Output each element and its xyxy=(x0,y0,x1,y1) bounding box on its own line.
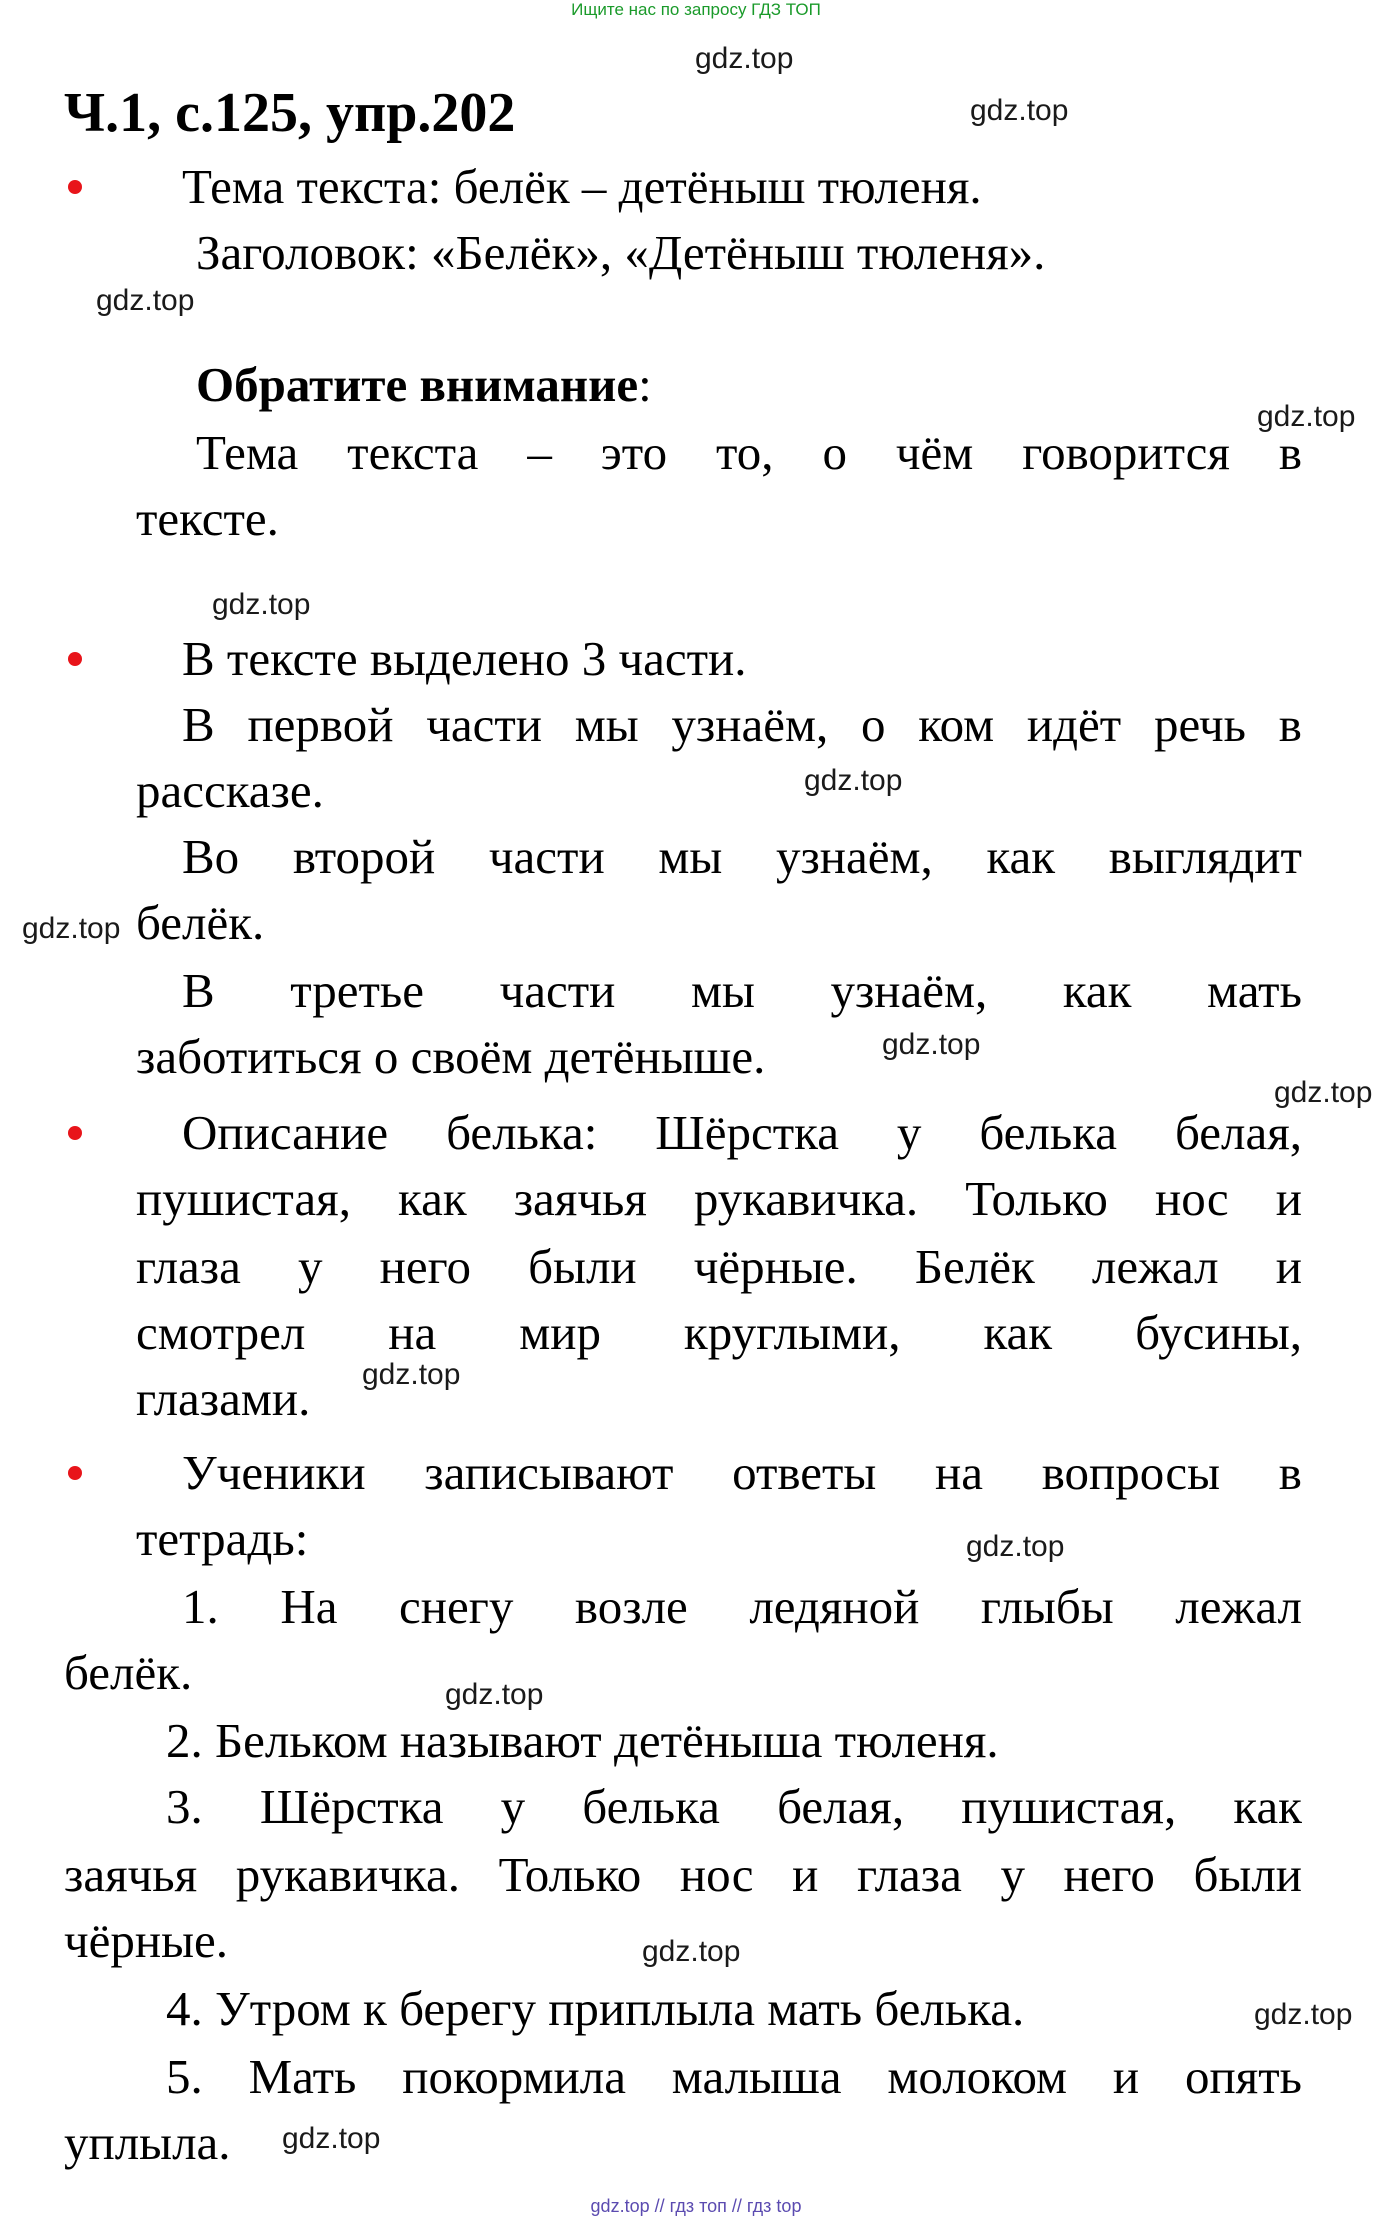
word: – xyxy=(527,425,552,480)
answer-1-line-2: белёк. xyxy=(64,1645,193,1700)
watermark: gdz.top xyxy=(882,1028,981,1061)
word: на xyxy=(935,1445,983,1500)
bullet-marker xyxy=(68,652,82,666)
word: нос xyxy=(1154,1171,1229,1226)
bullet-marker xyxy=(68,1126,82,1140)
answer-3-line-2 xyxy=(64,1842,1302,1908)
part1-line-2: рассказе. xyxy=(136,763,324,818)
word: части xyxy=(426,697,542,752)
word: Мать xyxy=(248,2049,357,2104)
word: белая, xyxy=(777,1779,905,1834)
watermark: gdz.top xyxy=(1257,400,1356,433)
watermark: gdz.top xyxy=(970,94,1069,127)
part3-line-1 xyxy=(182,958,1302,1024)
word: пушистая, xyxy=(136,1171,351,1226)
word: в xyxy=(1278,425,1302,480)
word: в xyxy=(1278,1445,1302,1500)
answers-intro-line-1 xyxy=(182,1440,1302,1506)
word: первой xyxy=(247,697,394,752)
word: мы xyxy=(658,829,723,884)
word: мать xyxy=(1207,963,1302,1018)
word: пушистая, xyxy=(961,1779,1177,1834)
watermark: gdz.top xyxy=(22,912,121,945)
word: белька: xyxy=(446,1105,598,1160)
word: текста xyxy=(347,425,479,480)
word: идёт xyxy=(1026,697,1122,752)
word: выглядит xyxy=(1108,829,1302,884)
word: заячья xyxy=(513,1171,647,1226)
word: и xyxy=(1275,1171,1302,1226)
word: Только xyxy=(498,1847,642,1902)
word: малыша xyxy=(671,2049,842,2104)
word: как xyxy=(983,1305,1053,1360)
page-title: Ч.1, с.125, упр.202 xyxy=(64,82,516,144)
part2-line-1 xyxy=(182,824,1302,890)
word: на xyxy=(388,1305,437,1360)
part1-line-1 xyxy=(182,692,1302,758)
word: как xyxy=(986,829,1056,884)
word: ответы xyxy=(732,1445,877,1500)
word: Во xyxy=(182,829,240,884)
description-line-3 xyxy=(136,1234,1302,1300)
word: Ученики xyxy=(182,1445,366,1500)
word: узнаём, xyxy=(775,829,933,884)
word: записывают xyxy=(424,1445,674,1500)
word: речь xyxy=(1153,697,1247,752)
answer-1-line-1 xyxy=(182,1574,1302,1640)
watermark: gdz.top xyxy=(695,42,794,75)
word: бусины, xyxy=(1135,1305,1302,1360)
word: 1. xyxy=(182,1579,219,1634)
word: и xyxy=(1112,2049,1140,2104)
word: мы xyxy=(690,963,755,1018)
word: На xyxy=(280,1579,338,1634)
word: нос xyxy=(679,1847,754,1902)
word: как xyxy=(1062,963,1132,1018)
word: белька xyxy=(979,1105,1118,1160)
part3-line-2: заботиться о своём детёныше. xyxy=(136,1029,766,1084)
word: опять xyxy=(1184,2049,1302,2104)
word: и xyxy=(792,1847,819,1902)
answer-3-line-3: чёрные. xyxy=(64,1913,229,1968)
word: ледяной xyxy=(749,1579,920,1634)
word: круглыми, xyxy=(683,1305,901,1360)
word: у xyxy=(298,1239,323,1294)
note-line-2: тексте. xyxy=(136,491,279,546)
watermark: gdz.top xyxy=(1274,1076,1373,1109)
watermark: gdz.top xyxy=(96,284,195,317)
word: возле xyxy=(574,1579,688,1634)
bullet-marker xyxy=(68,1466,82,1480)
watermark: gdz.top xyxy=(362,1358,461,1391)
description-line-4 xyxy=(136,1300,1302,1366)
word: глаза xyxy=(136,1239,241,1294)
word: были xyxy=(528,1239,637,1294)
word: рукавичка. xyxy=(693,1171,919,1226)
word: в xyxy=(1278,697,1302,752)
word: и xyxy=(1275,1239,1302,1294)
word: рукавичка. xyxy=(235,1847,460,1902)
word: ком xyxy=(918,697,995,752)
answer-5-line-1 xyxy=(166,2044,1302,2110)
note-heading xyxy=(196,352,652,418)
word: заячья xyxy=(64,1847,198,1902)
word: вопросы xyxy=(1041,1445,1221,1500)
word: у xyxy=(1000,1847,1025,1902)
word: молоком xyxy=(887,2049,1068,2104)
word: Тема xyxy=(196,425,299,480)
answer-4: 4. Утром к берегу приплыла мать белька. xyxy=(166,1981,1025,2036)
word: Шёрстка xyxy=(259,1779,444,1834)
word: говорится xyxy=(1022,425,1230,480)
description-line-2 xyxy=(136,1166,1302,1232)
word: покормила xyxy=(402,2049,626,2104)
bottom-banner: gdz.top // гдз топ // гдз top xyxy=(590,2196,802,2216)
part2-line-2: белёк. xyxy=(136,895,265,950)
word: лежал xyxy=(1175,1579,1302,1634)
word: о xyxy=(861,697,886,752)
watermark: gdz.top xyxy=(212,588,311,621)
answer-3-line-1 xyxy=(166,1774,1302,1840)
word: второй xyxy=(292,829,436,884)
word: части xyxy=(499,963,616,1018)
word: как xyxy=(398,1171,467,1226)
word: Белёк xyxy=(914,1239,1035,1294)
word: Только xyxy=(965,1171,1108,1226)
heading-options-line: Заголовок: «Белёк», «Детёныш тюленя». xyxy=(196,225,1046,280)
answer-5-line-2: уплыла. xyxy=(64,2115,231,2170)
word: узнаём, xyxy=(671,697,829,752)
watermark: gdz.top xyxy=(642,1935,741,1968)
note-heading-colon: : xyxy=(638,357,652,412)
word: это xyxy=(600,425,668,480)
watermark: gdz.top xyxy=(282,2122,381,2155)
watermark: gdz.top xyxy=(966,1530,1065,1563)
word: части xyxy=(488,829,605,884)
word: были xyxy=(1193,1847,1302,1902)
description-line-1 xyxy=(182,1100,1302,1166)
word: белая, xyxy=(1174,1105,1302,1160)
word: 3. xyxy=(166,1779,203,1834)
note-line-1 xyxy=(196,420,1302,486)
word: В xyxy=(182,963,215,1018)
topic-line: Тема текста: белёк – детёныш тюленя. xyxy=(182,159,982,214)
word: глыбы xyxy=(980,1579,1114,1634)
parts-line: В тексте выделено 3 части. xyxy=(182,631,747,686)
word: мир xyxy=(519,1305,601,1360)
bullet-marker xyxy=(68,180,82,194)
word: у xyxy=(500,1779,526,1834)
word: как xyxy=(1233,1779,1302,1834)
watermark: gdz.top xyxy=(1254,1998,1353,2031)
word: 5. xyxy=(166,2049,203,2104)
answer-2: 2. Бельком называют детёныша тюленя. xyxy=(166,1713,999,1768)
answers-intro-line-2: тетрадь: xyxy=(136,1511,309,1566)
note-heading-bold: Обратите внимание xyxy=(196,357,639,412)
word: смотрел xyxy=(136,1305,306,1360)
word: белька xyxy=(582,1779,720,1834)
word: о xyxy=(822,425,847,480)
word: снегу xyxy=(399,1579,514,1634)
word: у xyxy=(896,1105,922,1160)
description-line-5: глазами. xyxy=(136,1371,311,1426)
word: глаза xyxy=(856,1847,962,1902)
word: чёрные. xyxy=(693,1239,858,1294)
word: него xyxy=(379,1239,471,1294)
word: третье xyxy=(290,963,425,1018)
word: В xyxy=(182,697,215,752)
word: узнаём, xyxy=(830,963,988,1018)
word: чём xyxy=(895,425,974,480)
top-banner: Ищите нас по запросу ГДЗ ТОП xyxy=(571,0,821,19)
watermark: gdz.top xyxy=(445,1678,544,1711)
word: него xyxy=(1063,1847,1155,1902)
word: лежал xyxy=(1091,1239,1219,1294)
watermark: gdz.top xyxy=(804,764,903,797)
word: Шёрстка xyxy=(655,1105,839,1160)
word: Описание xyxy=(182,1105,389,1160)
word: то, xyxy=(716,425,774,480)
word: мы xyxy=(574,697,639,752)
